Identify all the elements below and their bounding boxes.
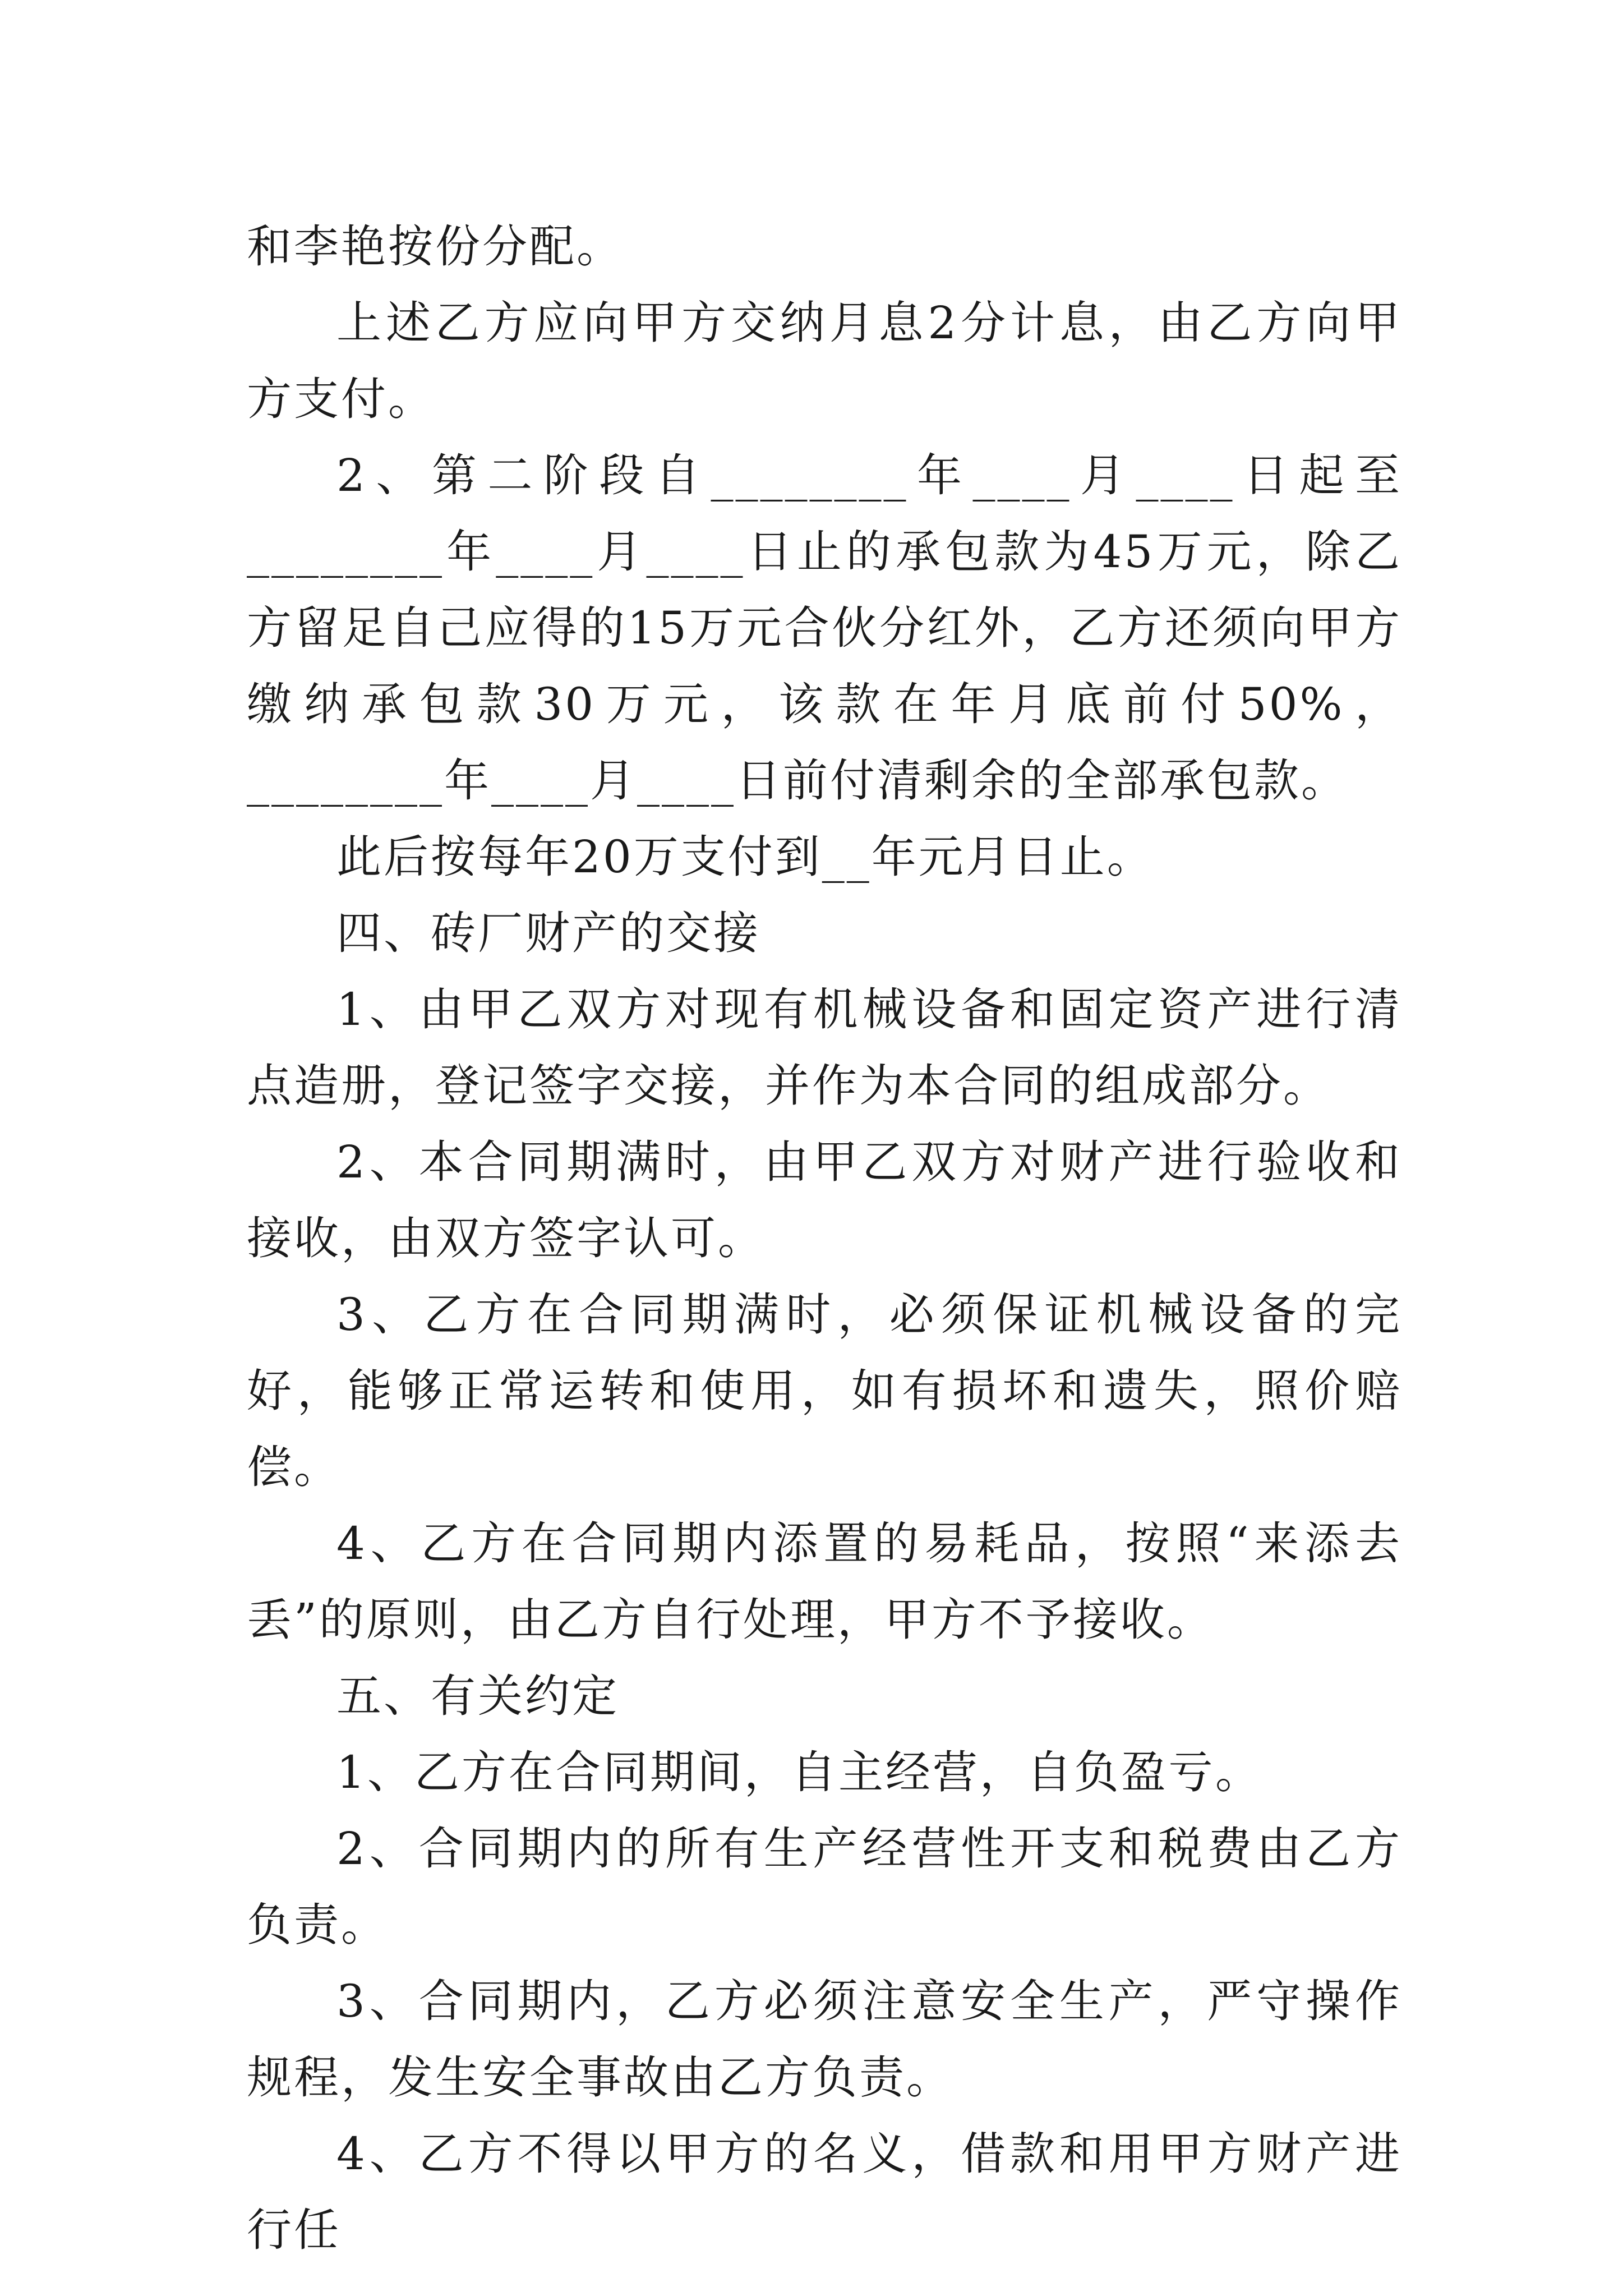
paragraph: 4、乙方不得以甲方的名义，借款和用甲方财产进行任 <box>247 2128 1402 2256</box>
paragraph: 2、第二阶段自________年____月____日起至________年____月____日止的承包款为45万元，除乙方留足自己应得的15万元合伙分红外，乙方还须向甲方缴纳承包款30万元，该款在年月底前付50%，________年____月____日前付清剩余的全部承包款。 <box>247 449 1402 807</box>
section-heading: 五、有关约定 <box>336 1670 619 1722</box>
paragraph: 上述乙方应向甲方交纳月息2分计息，由乙方向甲方支付。 <box>247 297 1402 425</box>
paragraph: 2、合同期内的所有生产经营性开支和税费由乙方负责。 <box>247 1823 1402 1951</box>
paragraph: 3、合同期内，乙方必须注意安全生产，严守操作规程，发生安全事故由乙方负责。 <box>247 1975 1402 2104</box>
paragraph: 1、由甲乙双方对现有机械设备和固定资产进行清点造册，登记签字交接，并作为本合同的组成部分。 <box>247 983 1402 1112</box>
paragraph: 1、乙方在合同期间，自主经营，自负盈亏。 <box>336 1746 1262 1798</box>
paragraph: 4、乙方在合同期内添置的易耗品，按照“来添去丢”的原则，由乙方自行处理，甲方不予接收。 <box>247 1517 1402 1646</box>
paragraph: 2、本合同期满时，由甲乙双方对财产进行验收和接收，由双方签字认可。 <box>247 1136 1402 1264</box>
paragraph: 3、乙方在合同期满时，必须保证机械设备的完好，能够正常运转和使用，如有损坏和遗失，照价赔偿。 <box>247 1289 1402 1493</box>
section-heading: 四、砖厂财产的交接 <box>336 907 760 959</box>
paragraph: 此后按每年20万支付到__年元月日止。 <box>336 831 1154 883</box>
paragraph: 和李艳按份分配。 <box>247 220 624 273</box>
document-body <box>247 209 1402 2269</box>
